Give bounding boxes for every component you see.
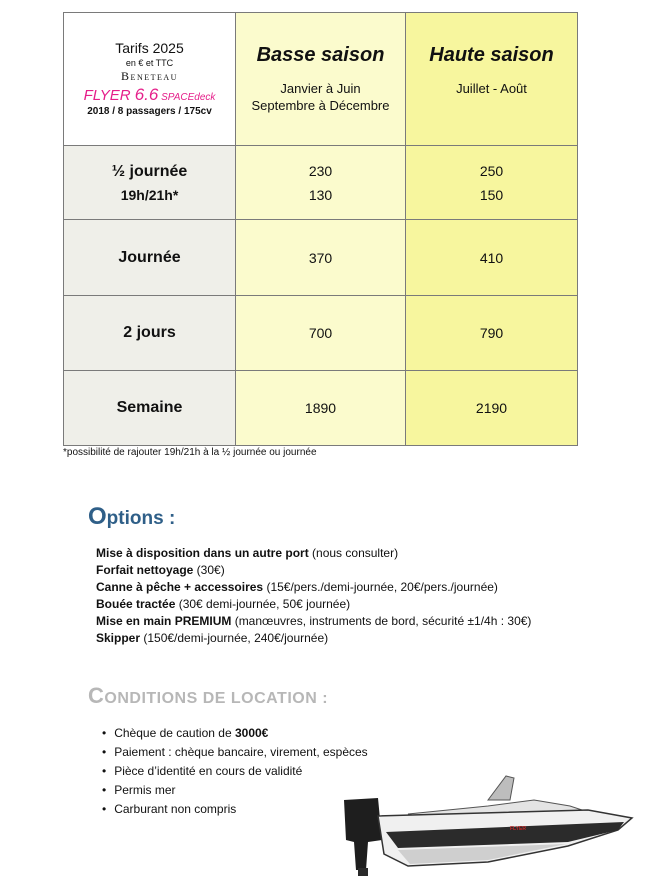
price-value: 230 [308, 162, 333, 179]
price-table [63, 12, 578, 446]
low-price-day: 370 [236, 220, 406, 296]
option-detail: (150€/demi-journée, 240€/journée) [140, 631, 329, 645]
low-season-line1: Janvier à Juin [280, 81, 361, 97]
option-detail: (30€) [193, 563, 225, 577]
condition-text: Chèque de caution de [114, 726, 235, 740]
table-row [64, 146, 578, 220]
option-item [96, 562, 531, 579]
condition-item [102, 762, 368, 781]
low-season-title: Basse saison [256, 44, 385, 67]
currency-note: en € et TTC [125, 57, 174, 68]
condition-item [102, 743, 368, 762]
option-detail: (15€/pers./demi-journée, 20€/pers./journée) [263, 580, 498, 594]
high-season-title: Haute saison [429, 44, 554, 67]
options-list [96, 545, 531, 647]
high-price-day: 410 [406, 220, 578, 296]
options-heading-rest: ptions : [106, 508, 176, 529]
row-sublabel: 19h/21h* [120, 186, 179, 203]
low-season-header [236, 13, 406, 146]
option-name: Forfait nettoyage [96, 563, 194, 577]
row-label-day: Journée [64, 220, 236, 296]
boat-illustration [338, 770, 638, 880]
price-value-evening: 130 [308, 186, 333, 203]
options-heading-initial: O [88, 503, 107, 530]
low-price-week: 1890 [236, 371, 406, 446]
condition-text: Carburant non compris [114, 802, 237, 816]
low-season-line2: Septembre à Décembre [251, 97, 390, 113]
row-label: ½ journée [111, 162, 188, 180]
high-price-half-day [406, 146, 578, 220]
option-name: Bouée tractée [96, 597, 176, 611]
high-price-week: 2190 [406, 371, 578, 446]
model-prefix: FLYER [83, 86, 135, 104]
conditions-heading-rest: ONDITIONS DE LOCATION : [104, 690, 329, 707]
option-item [96, 613, 531, 630]
low-price-half-day [236, 146, 406, 220]
option-detail: (manœuvres, instruments de bord, sécurité ±1/4h : 30€) [231, 614, 532, 628]
deposit-amount: 3000€ [234, 726, 269, 740]
option-item [96, 596, 531, 613]
row-label-week: Semaine [64, 371, 236, 446]
option-detail: (30€ demi-journée, 50€ journée) [175, 597, 351, 611]
price-value: 250 [479, 162, 504, 179]
option-item [96, 545, 531, 562]
high-season-header [406, 13, 578, 146]
model-suffix: SPACEdeck [158, 91, 216, 103]
option-name: Mise en main PREMIUM [96, 614, 232, 628]
row-label-two-days: 2 jours [64, 296, 236, 371]
high-price-two-days: 790 [406, 296, 578, 371]
options-heading [88, 503, 175, 531]
propeller-icon [358, 868, 368, 876]
option-detail: (nous consulter) [308, 546, 399, 560]
conditions-heading-initial: C [88, 683, 105, 708]
conditions-heading [88, 683, 328, 709]
header-row [64, 13, 578, 146]
windshield-frame-icon [488, 776, 514, 800]
outboard-motor-icon [344, 798, 382, 870]
boat-label: FLYER [510, 826, 526, 832]
condition-item [102, 800, 368, 819]
condition-text: Paiement : chèque bancaire, virement, espèces [114, 745, 368, 759]
boat-specs: 2018 / 8 passagers / 175cv [87, 105, 212, 117]
high-season-line1: Juillet - Août [456, 81, 527, 97]
option-item [96, 579, 531, 596]
table-row [64, 371, 578, 446]
brand-name: Beneteau [121, 68, 178, 83]
option-name: Mise à disposition dans un autre port [96, 546, 309, 560]
tarifs-year: Tarifs 2025 [115, 40, 184, 56]
option-item [96, 630, 531, 647]
product-title-cell [64, 13, 236, 146]
model-name [64, 84, 235, 106]
condition-item [102, 781, 368, 800]
table-row [64, 220, 578, 296]
condition-item [102, 724, 368, 743]
condition-text: Pièce d’identité en cours de validité [114, 764, 303, 778]
low-price-two-days: 700 [236, 296, 406, 371]
model-number: 6.6 [134, 84, 159, 104]
footnote: *possibilité de rajouter 19h/21h à la ½ journée ou journée [63, 447, 317, 458]
row-label-half-day [64, 146, 236, 220]
condition-text: Permis mer [114, 783, 176, 797]
option-name: Canne à pêche + accessoires [96, 580, 264, 594]
price-value-evening: 150 [479, 186, 504, 203]
table-row [64, 296, 578, 371]
option-name: Skipper [96, 631, 141, 645]
conditions-list [102, 724, 368, 819]
